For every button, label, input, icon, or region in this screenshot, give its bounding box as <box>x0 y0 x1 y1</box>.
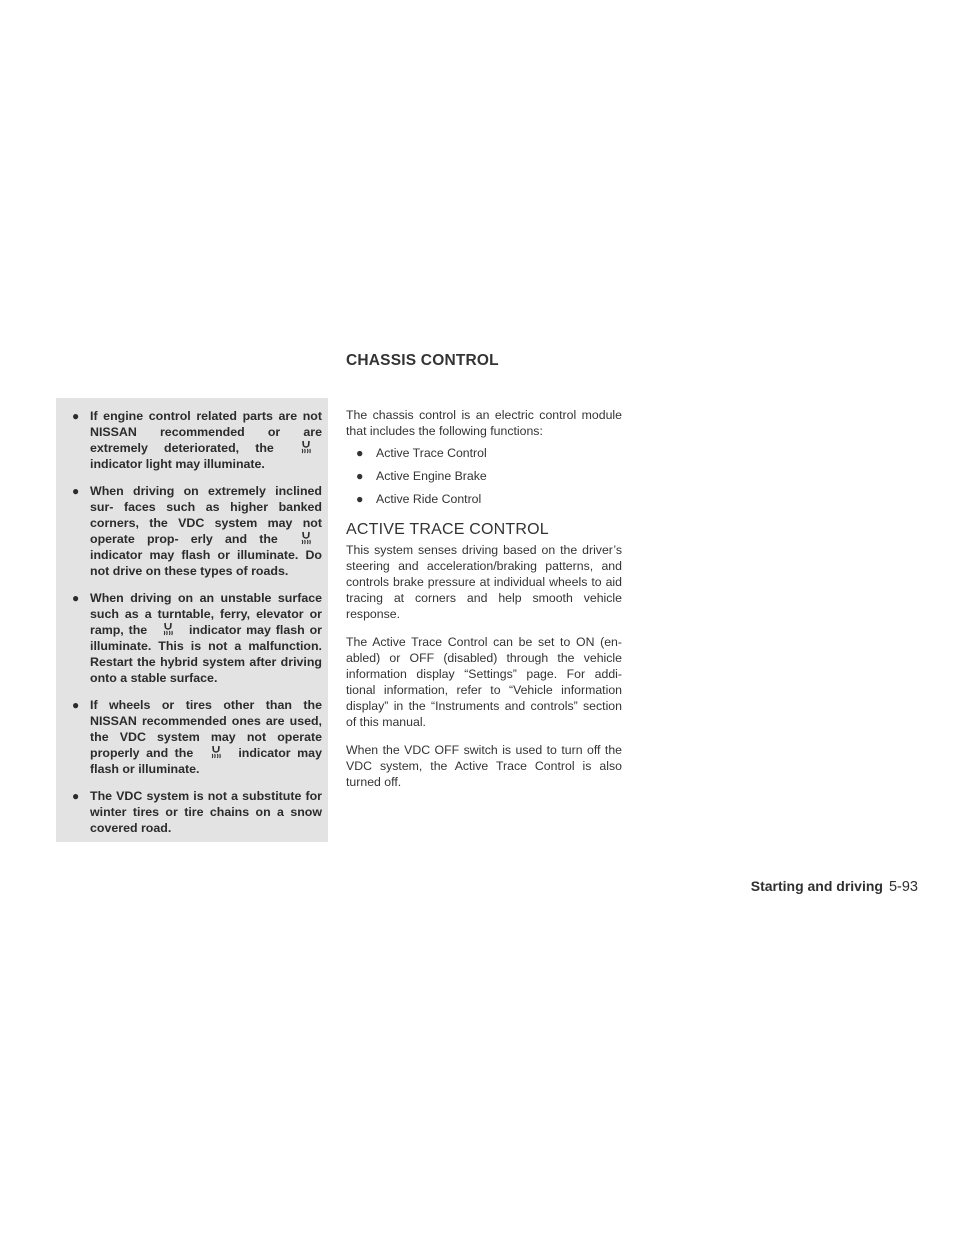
caution-text: indicator may flash or illuminate. <box>90 746 322 776</box>
caution-text: indicator may flash or illuminate. This is not a malfunction. Restart the hybrid system after driving onto a stable surface. <box>90 623 322 685</box>
caution-item-4 <box>72 697 322 777</box>
vdc-slip-indicator-icon <box>152 622 184 636</box>
bullet-icon: ● <box>72 409 80 423</box>
caution-text: When driving on extremely inclined sur- faces such as higher banked corners, the VDC system may not operate prop- erly and the <box>90 484 322 546</box>
caution-item-2 <box>72 483 322 579</box>
subsection-heading: ACTIVE TRACE CONTROL <box>346 521 549 538</box>
vdc-slip-indicator-icon <box>200 745 232 759</box>
function-list <box>346 445 622 507</box>
list-item <box>346 445 622 461</box>
vdc-slip-indicator-icon <box>290 531 322 545</box>
bullet-icon: ● <box>356 492 364 506</box>
intro-paragraph: The chassis control is an electric control module that includes the following functions: <box>346 408 622 438</box>
bullet-icon: ● <box>72 698 80 712</box>
function-label: Active Ride Control <box>376 492 482 506</box>
chapter-title: Starting and driving <box>750 878 883 894</box>
bullet-icon: ● <box>356 446 364 460</box>
page-number: 5-93 <box>888 879 918 895</box>
caution-item-1 <box>72 408 322 472</box>
list-item <box>346 491 622 507</box>
function-label: Active Engine Brake <box>376 469 487 483</box>
caution-text: indicator light may illuminate. <box>90 457 265 471</box>
bullet-icon: ● <box>72 789 80 803</box>
caution-item-3 <box>72 590 322 686</box>
section-title: CHASSIS CONTROL <box>346 352 499 369</box>
bullet-icon: ● <box>356 469 364 483</box>
caution-item-5 <box>72 788 322 836</box>
bullet-icon: ● <box>72 591 80 605</box>
caution-text: The VDC system is not a substitute for winter tires or tire chains on a snow covered road. <box>90 789 322 835</box>
bullet-icon: ● <box>72 484 80 498</box>
page-footer <box>751 878 918 895</box>
vdc-slip-indicator-icon <box>290 440 322 454</box>
function-label: Active Trace Control <box>376 446 487 460</box>
caution-text: When driving on an unstable surface such as a turntable, ferry, elevator or ramp, the <box>90 591 322 637</box>
chassis-control-body <box>346 407 622 802</box>
body-paragraph: The Active Trace Control can be set to ON (en- abled) or OFF (disabled) through the vehicle information display “Settings” page. For addi- tional information, refer to “Vehicle information display” in the “Instruments and controls” section of this manual. <box>346 635 622 729</box>
body-paragraph: When the VDC OFF switch is used to turn off the VDC system, the Active Trace Control is also turned off. <box>346 743 622 789</box>
caution-text: If engine control related parts are not NISSAN recommended or are extremely deteriorated, the <box>90 409 322 455</box>
caution-box <box>56 398 328 842</box>
body-paragraph: This system senses driving based on the driver’s steering and acceleration/braking patterns, and controls brake pressure at individual wheels to aid tracing at corners and help smooth vehicle response. <box>346 543 622 621</box>
list-item <box>346 468 622 484</box>
caution-text: indicator may flash or illuminate. Do not drive on these types of roads. <box>90 548 322 578</box>
caution-text: If wheels or tires other than the NISSAN recommended ones are used, the VDC system may not operate properly and the <box>90 698 322 760</box>
